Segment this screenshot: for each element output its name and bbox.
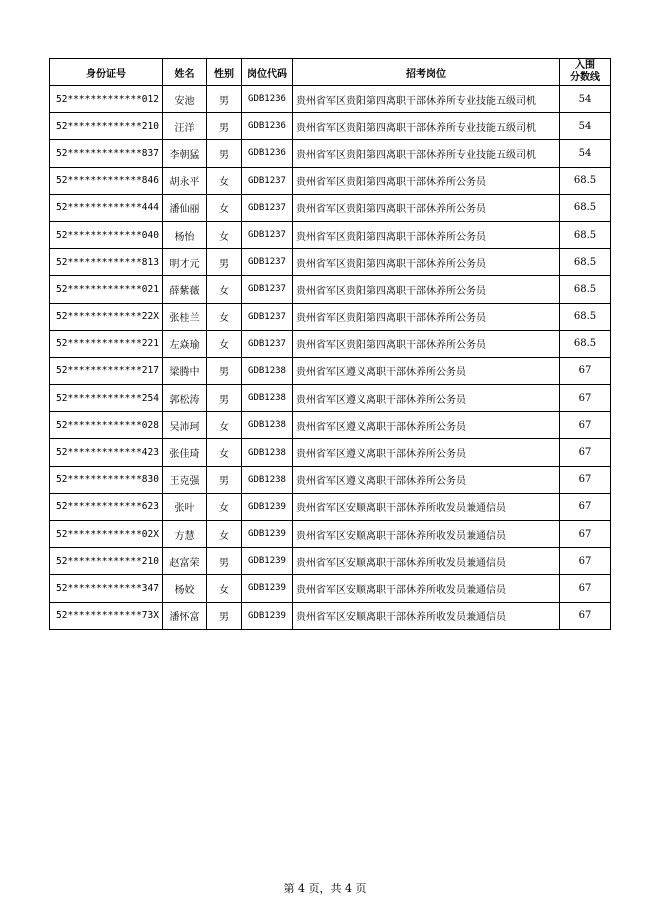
- cell-name: 梁腾中: [163, 357, 207, 384]
- cell-code: GDB1236: [242, 86, 293, 113]
- table-row: [50, 194, 611, 221]
- cell-id: 52*************210: [50, 548, 163, 575]
- cell-name: 安池: [163, 86, 207, 113]
- cell-name: 潘仙丽: [163, 194, 207, 221]
- cell-code: GDB1239: [242, 602, 293, 629]
- cell-id: 52*************22X: [50, 303, 163, 330]
- cell-score: 67: [560, 466, 611, 493]
- cell-gender: 女: [207, 521, 242, 548]
- cell-position: 贵州省军区安顺离职干部休养所收发员兼通信员: [293, 602, 560, 629]
- cell-position: 贵州省军区贵阳第四离职干部休养所专业技能五级司机: [293, 140, 560, 167]
- cell-gender: 女: [207, 439, 242, 466]
- table-row: [50, 385, 611, 412]
- cell-score: 67: [560, 493, 611, 520]
- cell-score: 68.5: [560, 303, 611, 330]
- table-header-row: [50, 59, 611, 86]
- cell-name: 杨怡: [163, 221, 207, 248]
- cell-gender: 女: [207, 194, 242, 221]
- cell-score: 67: [560, 548, 611, 575]
- cell-gender: 男: [207, 466, 242, 493]
- cell-code: GDB1237: [242, 330, 293, 357]
- table-row: [50, 521, 611, 548]
- cell-position: 贵州省军区贵阳第四离职干部休养所公务员: [293, 303, 560, 330]
- cell-name: 杨姣: [163, 575, 207, 602]
- header-id: 身份证号: [50, 59, 163, 86]
- header-score-line1: 入围: [575, 60, 595, 71]
- table-row: [50, 575, 611, 602]
- cell-name: 胡永平: [163, 167, 207, 194]
- cell-name: 汪洋: [163, 113, 207, 140]
- table-row: [50, 86, 611, 113]
- cell-score: 67: [560, 412, 611, 439]
- header-score: [560, 59, 611, 86]
- table-row: [50, 548, 611, 575]
- table-row: [50, 276, 611, 303]
- cell-gender: 女: [207, 575, 242, 602]
- cell-position: 贵州省军区遵义离职干部休养所公务员: [293, 357, 560, 384]
- cell-position: 贵州省军区贵阳第四离职干部休养所公务员: [293, 194, 560, 221]
- cell-code: GDB1237: [242, 249, 293, 276]
- cell-position: 贵州省军区遵义离职干部休养所公务员: [293, 385, 560, 412]
- header-score-line2: 分数线: [570, 72, 600, 83]
- cell-code: GDB1237: [242, 167, 293, 194]
- cell-gender: 女: [207, 493, 242, 520]
- table-row: [50, 493, 611, 520]
- cell-position: 贵州省军区贵阳第四离职干部休养所公务员: [293, 276, 560, 303]
- cell-position: 贵州省军区贵阳第四离职干部休养所公务员: [293, 221, 560, 248]
- cell-position: 贵州省军区贵阳第四离职干部休养所专业技能五级司机: [293, 113, 560, 140]
- cell-gender: 女: [207, 221, 242, 248]
- cell-score: 67: [560, 521, 611, 548]
- cell-gender: 男: [207, 113, 242, 140]
- cell-name: 郭松涛: [163, 385, 207, 412]
- cell-name: 张桂兰: [163, 303, 207, 330]
- cell-code: GDB1238: [242, 385, 293, 412]
- cell-score: 68.5: [560, 249, 611, 276]
- cell-id: 52*************837: [50, 140, 163, 167]
- cell-position: 贵州省军区安顺离职干部休养所收发员兼通信员: [293, 575, 560, 602]
- cell-gender: 女: [207, 330, 242, 357]
- cell-gender: 男: [207, 140, 242, 167]
- cell-code: GDB1238: [242, 439, 293, 466]
- cell-id: 52*************813: [50, 249, 163, 276]
- cell-code: GDB1238: [242, 357, 293, 384]
- cell-score: 67: [560, 357, 611, 384]
- cell-name: 明才元: [163, 249, 207, 276]
- cell-code: GDB1237: [242, 221, 293, 248]
- cell-id: 52*************444: [50, 194, 163, 221]
- cell-code: GDB1237: [242, 303, 293, 330]
- cell-position: 贵州省军区安顺离职干部休养所收发员兼通信员: [293, 521, 560, 548]
- table-row: [50, 221, 611, 248]
- table-row: [50, 466, 611, 493]
- cell-gender: 女: [207, 412, 242, 439]
- cell-score: 68.5: [560, 276, 611, 303]
- header-code: 岗位代码: [242, 59, 293, 86]
- cell-position: 贵州省军区安顺离职干部休养所收发员兼通信员: [293, 493, 560, 520]
- cell-code: GDB1239: [242, 575, 293, 602]
- cell-gender: 女: [207, 276, 242, 303]
- cell-gender: 男: [207, 602, 242, 629]
- table-row: [50, 439, 611, 466]
- cell-gender: 男: [207, 548, 242, 575]
- cell-name: 左焱瑜: [163, 330, 207, 357]
- cell-score: 68.5: [560, 194, 611, 221]
- header-name: 姓名: [163, 59, 207, 86]
- cell-name: 薛紫薇: [163, 276, 207, 303]
- cell-position: 贵州省军区贵阳第四离职干部休养所公务员: [293, 249, 560, 276]
- cell-score: 54: [560, 140, 611, 167]
- cell-position: 贵州省军区安顺离职干部休养所收发员兼通信员: [293, 548, 560, 575]
- cell-code: GDB1236: [242, 140, 293, 167]
- table-row: [50, 412, 611, 439]
- cell-gender: 女: [207, 303, 242, 330]
- cell-gender: 女: [207, 167, 242, 194]
- cell-position: 贵州省军区贵阳第四离职干部休养所公务员: [293, 167, 560, 194]
- cell-score: 68.5: [560, 221, 611, 248]
- cell-name: 李朝猛: [163, 140, 207, 167]
- cell-id: 52*************73X: [50, 602, 163, 629]
- candidate-table: [49, 58, 611, 630]
- cell-id: 52*************021: [50, 276, 163, 303]
- cell-gender: 男: [207, 385, 242, 412]
- cell-code: GDB1238: [242, 412, 293, 439]
- cell-score: 54: [560, 113, 611, 140]
- cell-code: GDB1237: [242, 194, 293, 221]
- cell-id: 52*************210: [50, 113, 163, 140]
- cell-id: 52*************846: [50, 167, 163, 194]
- table-row: [50, 167, 611, 194]
- cell-code: GDB1237: [242, 276, 293, 303]
- cell-name: 潘怀富: [163, 602, 207, 629]
- table-row: [50, 140, 611, 167]
- cell-name: 张叶: [163, 493, 207, 520]
- cell-name: 赵富荣: [163, 548, 207, 575]
- cell-id: 52*************623: [50, 493, 163, 520]
- cell-score: 67: [560, 439, 611, 466]
- cell-id: 52*************012: [50, 86, 163, 113]
- cell-score: 68.5: [560, 167, 611, 194]
- cell-name: 吴沛珂: [163, 412, 207, 439]
- cell-code: GDB1236: [242, 113, 293, 140]
- cell-code: GDB1239: [242, 493, 293, 520]
- cell-name: 张佳琦: [163, 439, 207, 466]
- cell-name: 方慧: [163, 521, 207, 548]
- table-row: [50, 330, 611, 357]
- cell-gender: 男: [207, 249, 242, 276]
- cell-id: 52*************347: [50, 575, 163, 602]
- cell-id: 52*************423: [50, 439, 163, 466]
- cell-id: 52*************830: [50, 466, 163, 493]
- cell-code: GDB1238: [242, 466, 293, 493]
- cell-score: 68.5: [560, 330, 611, 357]
- cell-id: 52*************254: [50, 385, 163, 412]
- table-row: [50, 113, 611, 140]
- cell-score: 54: [560, 86, 611, 113]
- cell-score: 67: [560, 385, 611, 412]
- cell-id: 52*************028: [50, 412, 163, 439]
- cell-position: 贵州省军区遵义离职干部休养所公务员: [293, 439, 560, 466]
- cell-score: 67: [560, 602, 611, 629]
- cell-position: 贵州省军区遵义离职干部休养所公务员: [293, 412, 560, 439]
- header-gender: 性别: [207, 59, 242, 86]
- cell-id: 52*************040: [50, 221, 163, 248]
- cell-id: 52*************221: [50, 330, 163, 357]
- table-row: [50, 303, 611, 330]
- cell-code: GDB1239: [242, 521, 293, 548]
- table-row: [50, 249, 611, 276]
- cell-position: 贵州省军区贵阳第四离职干部休养所公务员: [293, 330, 560, 357]
- cell-id: 52*************02X: [50, 521, 163, 548]
- cell-name: 王克强: [163, 466, 207, 493]
- table-row: [50, 602, 611, 629]
- cell-position: 贵州省军区贵阳第四离职干部休养所专业技能五级司机: [293, 86, 560, 113]
- cell-gender: 男: [207, 357, 242, 384]
- cell-position: 贵州省军区遵义离职干部休养所公务员: [293, 466, 560, 493]
- cell-code: GDB1239: [242, 548, 293, 575]
- cell-score: 67: [560, 575, 611, 602]
- header-position: 招考岗位: [293, 59, 560, 86]
- cell-gender: 男: [207, 86, 242, 113]
- page-footer: 第 4 页，共 4 页: [283, 882, 367, 895]
- table-row: [50, 357, 611, 384]
- cell-id: 52*************217: [50, 357, 163, 384]
